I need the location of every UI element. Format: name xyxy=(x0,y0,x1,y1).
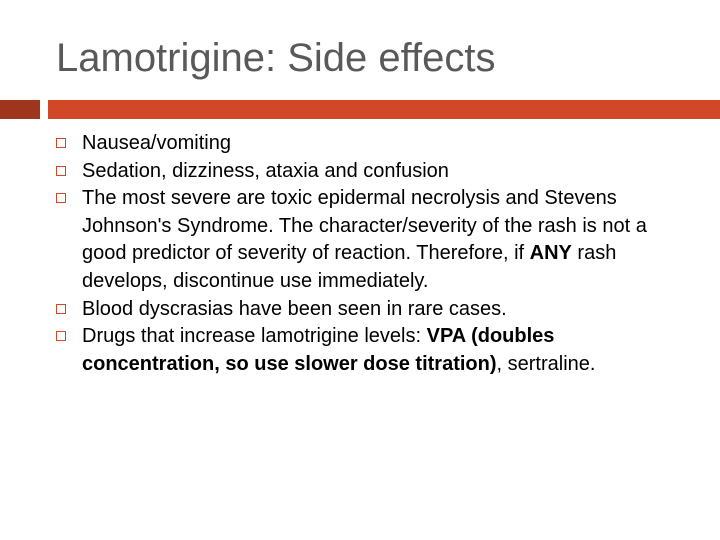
bullet-item-severe-rash xyxy=(0,185,720,295)
hollow-square-icon xyxy=(56,166,66,176)
accent-bar-left xyxy=(0,100,40,119)
bullet-text: Sedation, dizziness, ataxia and confusion xyxy=(82,159,449,182)
bullet-text: rash develops, discontinue use immediately. xyxy=(82,242,617,292)
hollow-square-icon xyxy=(56,331,66,341)
bullet-emphasis: VPA (doubles concentration, so use slower dose titration) xyxy=(82,325,555,375)
bullet-emphasis: ANY xyxy=(529,242,572,265)
bullet-text: The most severe are toxic epidermal necrolysis and Stevens Johnson's Syndrome. The character/severity of the rash is not a good predictor of severity of reaction. Therefore, if xyxy=(82,187,647,265)
bullet-text: Nausea/vomiting xyxy=(82,132,231,154)
hollow-square-icon xyxy=(56,138,66,148)
hollow-square-icon xyxy=(56,304,66,314)
bullet-item-blood-dyscrasias xyxy=(0,296,720,324)
bullet-text: Blood dyscrasias have been seen in rare cases. xyxy=(82,297,507,320)
bullet-text: , sertraline. xyxy=(496,352,596,375)
bullet-list xyxy=(0,130,720,378)
slide-title: Lamotrigine: Side effects xyxy=(56,36,496,80)
bullet-item-nausea xyxy=(0,130,720,158)
hollow-square-icon xyxy=(56,193,66,203)
accent-bar xyxy=(48,100,720,119)
bullet-item-drug-interactions xyxy=(0,323,720,378)
bullet-item-sedation xyxy=(0,158,720,186)
bullet-text: Drugs that increase lamotrigine levels: xyxy=(82,325,427,348)
